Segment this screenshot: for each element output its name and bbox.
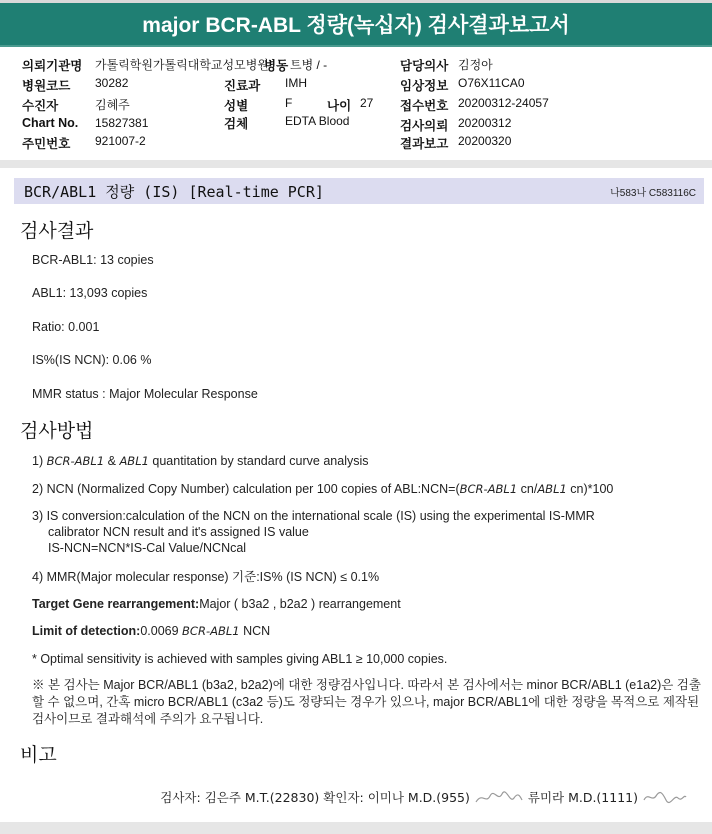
remarks-heading: 비고 [20,744,57,766]
id-value: 921007-2 [95,134,146,148]
interpretation-note: ※ 본 검사는 Major BCR/ABL1 (b3a2, b2a2)에 대한 정량검사입니다. 따라서 본 검사에서는 minor BCR/ABL1 (e1a2)은 검출할 수 없으며, 간혹 micro BCR/ABL1 (c3a2 등)도 정량되는 경우가 있으나, major BCR/ABL1에 대한 정량을 목적으로 제작된 검사이므로 결과해석에 주의가 요구됩니다. [32,678,701,726]
section-divider [0,160,712,168]
method-item-2: 2) NCN (Normalized Copy Number) calculation per 100 copies of ABL:NCN=(BCR-ABL1 cn/ABL1 cn)*100 [32,482,614,496]
ward-label: 병동 [264,59,289,73]
specimen-value: EDTA Blood [285,114,350,128]
patient-label: 수진자 [22,99,59,113]
receipt-value: 20200312-24057 [458,96,549,110]
chart-label: Chart No. [22,116,79,130]
result-abl1: ABL1: 13,093 copies [32,286,148,300]
dept-label: 진료과 [224,79,261,93]
doctor-value: 김정아 [458,58,493,72]
hospital-code-value: 30282 [95,76,129,90]
report-label: 결과보고 [400,137,449,151]
handwritten-signature-icon [642,788,688,806]
institution-value: 가톨릭학원가톨릭대학교성모병원 [95,58,269,72]
request-value: 20200312 [458,116,512,130]
report-title: major BCR-ABL 정량(녹십자) 검사결과보고서 [0,0,712,47]
method-item-3: 3) IS conversion:calculation of the NCN on the international scale (IS) using the experimental IS-MMR calibrator NCN result and it's assigned IS value IS-NCN=NCN*IS-Cal Value/NCNcal [32,509,595,555]
method-heading: 검사방법 [20,420,94,442]
report-value: 20200320 [458,134,512,148]
sex-label: 성별 [224,99,249,113]
signature-line [160,788,688,806]
tester-signature: 검사자: 김은주 M.T.(22830) [160,790,320,805]
specimen-label: 검체 [224,117,249,131]
clinical-label: 임상정보 [400,79,449,93]
receipt-label: 접수번호 [400,99,449,113]
age-label: 나이 [327,99,352,113]
checker-signature: 확인자: 이미나 M.D.(955) [323,790,470,805]
doctor-signature: 류미라 M.D.(1111) [527,790,638,805]
result-bcr-abl1: BCR-ABL1: 13 copies [32,253,154,267]
institution-label: 의뢰기관명 [22,59,83,73]
footer-bar [0,822,712,834]
method-item-4: 4) MMR(Major molecular response) 기준:IS% (IS NCN) ≤ 0.1% [32,570,380,584]
handwritten-signature-icon [474,788,524,806]
result-ratio: Ratio: 0.001 [32,320,100,334]
sensitivity-note: * Optimal sensitivity is achieved with samples giving ABL1 ≥ 10,000 copies. [32,652,448,666]
chart-value: 15827381 [95,116,149,130]
sex-value: F [285,96,293,110]
request-label: 검사의뢰 [400,119,449,133]
age-value: 27 [360,96,374,110]
results-heading: 검사결과 [20,220,94,242]
dept-value: IMH [285,76,307,90]
test-name-bar [14,178,704,204]
test-name: BCR/ABL1 정량 (IS) [Real-time PCR] [24,182,324,201]
clinical-value: O76X11CA0 [458,76,525,90]
hospital-code-label: 병원코드 [22,79,71,93]
result-is-percent: IS%(IS NCN): 0.06 % [32,353,152,367]
target-gene-line: Target Gene rearrangement:Major ( b3a2 , b2a2 ) rearrangement [32,597,401,611]
test-code: 나583나 C583116C [610,187,696,199]
id-label: 주민번호 [22,137,71,151]
patient-value: 김혜주 [95,98,130,112]
ward-value: 트병 / - [290,58,328,72]
limit-of-detection-line: Limit of detection:0.0069 BCR-ABL1 NCN [32,624,271,638]
result-mmr-status: MMR status : Major Molecular Response [32,387,258,401]
patient-info-block [0,56,712,156]
doctor-label: 담당의사 [400,59,449,73]
method-item-1: 1) BCR-ABL1 & ABL1 quantitation by standard curve analysis [32,454,369,468]
